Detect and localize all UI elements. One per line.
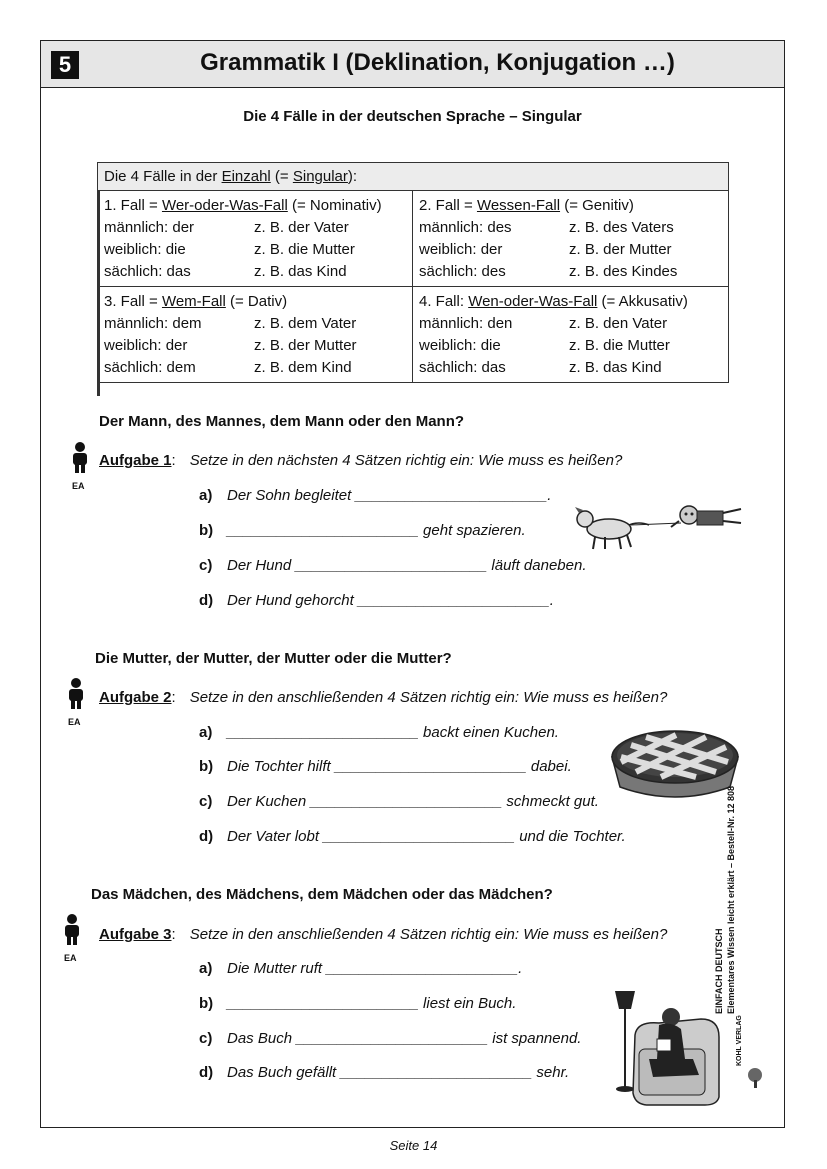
section-heading-2: Die Mutter, der Mutter, der Mutter oder die Mutter? (95, 650, 452, 667)
example-form: z. B. den Vater (569, 315, 668, 332)
case-title-text: 4. Fall: (419, 293, 469, 310)
case-title (104, 195, 406, 217)
sentence-text: Der Hund gehorcht _______________________. (227, 592, 554, 609)
task-colon: : (171, 452, 176, 469)
sentence-text: Die Mutter ruft _______________________. (227, 960, 523, 977)
case-name: Wessen-Fall (476, 197, 561, 214)
header-bar (41, 41, 784, 88)
sentence-2b (199, 758, 572, 775)
example-form: z. B. dem Kind (254, 359, 352, 376)
person-icon (62, 914, 82, 946)
sentence-1b (199, 522, 526, 539)
sentence-letter: b) (199, 995, 214, 1012)
case-cell-3 (98, 287, 413, 383)
article-form: sächlich: das (419, 359, 506, 376)
header-einzahl: Einzahl (221, 168, 271, 185)
article-form: männlich: den (419, 315, 513, 332)
person-icon (66, 678, 86, 710)
cases-table (97, 162, 729, 383)
cases-table-header (98, 163, 729, 191)
article-form: weiblich: der (419, 241, 503, 258)
article-form: männlich: des (419, 219, 512, 236)
sentence-text: Das Buch _______________________ ist spannend. (227, 1030, 582, 1047)
sentence-letter: d) (199, 1064, 214, 1081)
task-colon: : (171, 689, 176, 706)
case-row (419, 261, 722, 283)
article-form: sächlich: dem (104, 359, 196, 376)
sentence-text: Der Vater lobt _______________________ und die Tochter. (227, 828, 626, 845)
sentence-text: _______________________ geht spazieren. (227, 522, 526, 539)
header-text: (= (270, 168, 293, 185)
sentence-1a (199, 487, 551, 504)
sentence-letter: c) (199, 1030, 213, 1047)
tree-logo-icon (746, 1066, 768, 1090)
task-2 (99, 689, 667, 706)
example-form: z. B. die Mutter (254, 241, 355, 258)
case-row (104, 239, 406, 261)
case-cell-1 (98, 191, 413, 287)
publisher-logo-text: KOHL VERLAG (736, 1015, 743, 1066)
case-row (419, 217, 722, 239)
sentence-2a (199, 724, 559, 741)
case-title-text: (= Dativ) (225, 293, 288, 310)
task-label: Aufgabe 2 (99, 689, 172, 706)
reading-woman-illustration (609, 989, 721, 1109)
case-row (104, 335, 406, 357)
task-instruction: Setze in den anschließenden 4 Sätzen richtig ein: Wie muss es heißen? (189, 689, 668, 706)
article-form: weiblich: der (104, 337, 188, 354)
case-title-text: 3. Fall = (104, 293, 162, 310)
example-form: z. B. der Mutter (254, 337, 357, 354)
person-icon (70, 442, 90, 474)
case-title (419, 195, 722, 217)
case-name: Wen-oder-Was-Fall (468, 293, 598, 310)
sentence-3b (199, 995, 516, 1012)
task-3 (99, 926, 667, 943)
case-title-text: (= Nominativ) (287, 197, 382, 214)
ea-label: EA (64, 953, 77, 963)
case-title-text: (= Genitiv) (560, 197, 634, 214)
sentence-letter: b) (199, 522, 214, 539)
article-form: männlich: dem (104, 315, 202, 332)
page-number: Seite 14 (389, 1138, 438, 1153)
example-form: z. B. der Vater (254, 219, 349, 236)
sentence-3c (199, 1030, 581, 1047)
case-row (419, 357, 722, 379)
sentence-text: Die Tochter hilft _______________________ dabei. (227, 758, 572, 775)
example-form: z. B. dem Vater (254, 315, 357, 332)
header-text: Die 4 Fälle in der (104, 168, 222, 185)
sentence-letter: a) (199, 724, 213, 741)
section-heading-1: Der Mann, des Mannes, dem Mann oder den Mann? (99, 413, 465, 430)
case-cell-4 (413, 287, 729, 383)
worksheet-frame (40, 40, 785, 1128)
case-cell-2 (413, 191, 729, 287)
header-text: ): (347, 168, 358, 185)
imprint-title: Elementares Wissen leicht erklärt – Bestell-Nr. 12 808 (726, 785, 736, 1014)
example-form: z. B. die Mutter (569, 337, 670, 354)
sentence-letter: c) (199, 557, 213, 574)
case-title (104, 291, 406, 313)
sentence-text: Der Kuchen _______________________ schmeckt gut. (227, 793, 599, 810)
task-instruction: Setze in den nächsten 4 Sätzen richtig ein: Wie muss es heißen? (189, 452, 623, 469)
example-form: z. B. das Kind (254, 263, 347, 280)
sentence-1c (199, 557, 587, 574)
sentence-2c (199, 793, 599, 810)
table-subtitle: Die 4 Fälle in der deutschen Sprache – Singular (243, 108, 582, 125)
article-form: sächlich: des (419, 263, 506, 280)
case-title-text: (= Akkusativ) (597, 293, 688, 310)
ea-label: EA (72, 481, 85, 491)
case-row (104, 313, 406, 335)
chapter-number: 5 (51, 51, 79, 79)
imprint-series: EINFACH DEUTSCH (714, 928, 724, 1014)
header-singular: Singular (292, 168, 348, 185)
case-row (104, 357, 406, 379)
side-imprint (712, 720, 752, 1070)
example-form: z. B. des Vaters (569, 219, 674, 236)
page-title: Grammatik I (Deklination, Konjugation …) (200, 49, 675, 76)
example-form: z. B. des Kindes (569, 263, 678, 280)
case-row (104, 217, 406, 239)
sentence-text: Der Sohn begleitet _______________________. (227, 487, 552, 504)
task-instruction: Setze in den anschließenden 4 Sätzen richtig ein: Wie muss es heißen? (189, 926, 668, 943)
case-title-text: 2. Fall = (419, 197, 477, 214)
article-form: weiblich: die (419, 337, 501, 354)
example-form: z. B. das Kind (569, 359, 662, 376)
sentence-2d (199, 828, 626, 845)
task-label: Aufgabe 3 (99, 926, 172, 943)
article-form: sächlich: das (104, 263, 191, 280)
article-form: weiblich: die (104, 241, 186, 258)
section-heading-3: Das Mädchen, des Mädchens, dem Mädchen oder das Mädchen? (91, 886, 553, 903)
ea-label: EA (68, 717, 81, 727)
case-title-text: 1. Fall = (104, 197, 162, 214)
case-row (419, 335, 722, 357)
sentence-letter: d) (199, 592, 214, 609)
sentence-letter: b) (199, 758, 214, 775)
sentence-text: Der Hund _______________________ läuft daneben. (227, 557, 587, 574)
sentence-1d (199, 592, 554, 609)
task-label: Aufgabe 1 (99, 452, 172, 469)
sentence-text: _______________________ backt einen Kuchen. (227, 724, 559, 741)
case-name: Wer-oder-Was-Fall (161, 197, 288, 214)
sentence-text: Das Buch gefällt _______________________ sehr. (227, 1064, 570, 1081)
dog-walking-boy-illustration (571, 499, 743, 553)
sentence-3a (199, 960, 522, 977)
article-form: männlich: der (104, 219, 195, 236)
case-name: Wem-Fall (161, 293, 226, 310)
sentence-letter: a) (199, 487, 213, 504)
case-row (104, 261, 406, 283)
sentence-text: _______________________ liest ein Buch. (227, 995, 517, 1012)
sentence-letter: c) (199, 793, 213, 810)
case-row (419, 239, 722, 261)
sentence-letter: d) (199, 828, 214, 845)
example-form: z. B. der Mutter (569, 241, 672, 258)
case-title (419, 291, 722, 313)
sentence-3d (199, 1064, 569, 1081)
sentence-letter: a) (199, 960, 213, 977)
case-row (419, 313, 722, 335)
task-1 (99, 452, 622, 469)
task-colon: : (171, 926, 176, 943)
